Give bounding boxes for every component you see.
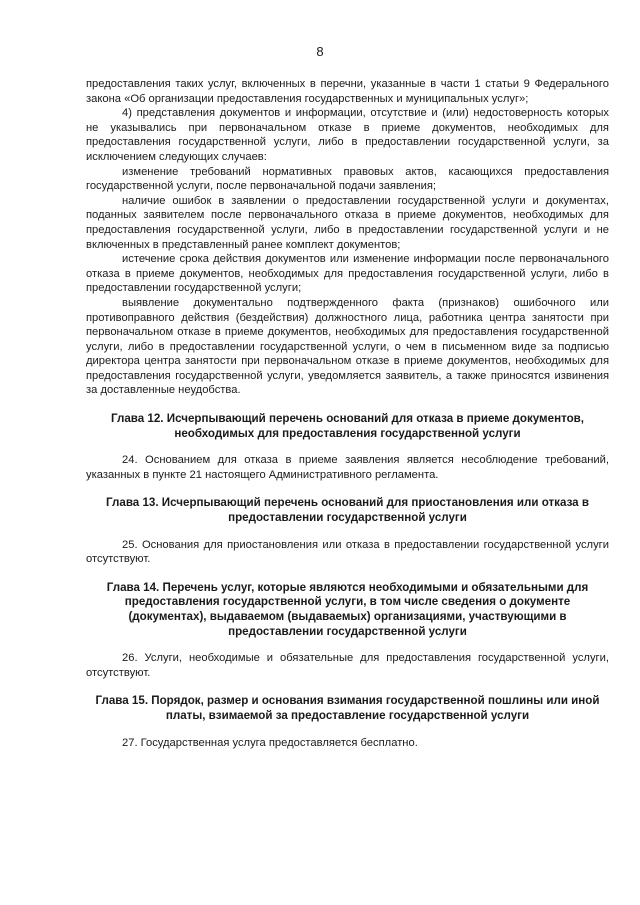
paragraph: изменение требований нормативных правовых актов, касающихся предоставления государственной услуги, после первоначальной подачи заявления;	[86, 165, 609, 193]
chapter-15-paragraph: 27. Государственная услуга предоставляется бесплатно.	[122, 736, 418, 749]
chapter-12-paragraph: 24. Основанием для отказа в приеме заявления является несоблюдение требований, указанных в пункте 21 настоящего Административного регламента.	[86, 454, 609, 481]
chapter-13-paragraph: 25. Основания для приостановления или отказа в предоставлении государственной услуги отсутствуют.	[86, 538, 609, 566]
paragraph: предоставления таких услуг, включенных в перечни, указанные в части 1 статьи 9 Федерального закона «Об организации предоставления государственных и муниципальных услуг»;	[86, 78, 609, 105]
paragraph: истечение срока действия документов или изменение информации после первоначального отказа в приеме документов, необходимых для предоставления государственной услуги, либо в предоставлении государственной услуги;	[86, 253, 609, 295]
paragraph: 4) представления документов и информации, отсутствие и (или) недостоверность которых не указывались при первоначальном отказе в приеме документов, необходимых для предоставления государственной услуги, либо в предоставлении государственной услуги, за исключением следующих случаев:	[86, 107, 609, 163]
paragraph: наличие ошибок в заявлении о предоставлении государственной услуги и документах, поданных заявителем после первоначального отказа в приеме документов, необходимых для предоставления государственной услуги, либо в предоставлении государственной услуги и не включенных в представленный ранее комплект документов;	[86, 194, 609, 251]
page-body	[86, 77, 609, 750]
chapter-12-heading: Глава 12. Исчерпывающий перечень оснований для отказа в приеме документов, необходимых для предоставления государственной услуги	[110, 412, 585, 440]
paragraph: выявление документально подтвержденного факта (признаков) ошибочного или противоправного действия (бездействия) должностного лица, работника центра занятости при первоначальном отказе в приеме документов, необходимых для предоставления государственной услуги, либо в предоставлении государственной услуги, о чем в письменном виде за подписью директора центра занятости при первоначальном отказе в приеме документов, необходимых для предоставления государственной услуги, уведомляется заявитель, а также приносятся извинения за доставленные неудобства.	[86, 296, 609, 397]
page-number: 8	[316, 44, 324, 59]
chapter-14-paragraph: 26. Услуги, необходимые и обязательные для предоставления государственной услуги, отсутствуют.	[86, 652, 609, 679]
chapter-13-heading: Глава 13. Исчерпывающий перечень оснований для приостановления или отказа в предоставлении государственной услуги	[106, 496, 589, 525]
chapter-14-heading: Глава 14. Перечень услуг, которые являются необходимыми и обязательными для предоставления государственной услуги, в том числе сведения о документе (документах), выдаваемом (выдаваемых) организациями, участвующими в предоставлении государственной услуги	[106, 580, 589, 638]
chapter-15-heading: Глава 15. Порядок, размер и основания взимания государственной пошлины или иной платы, взимаемой за предоставление государственной услуги	[95, 694, 600, 722]
